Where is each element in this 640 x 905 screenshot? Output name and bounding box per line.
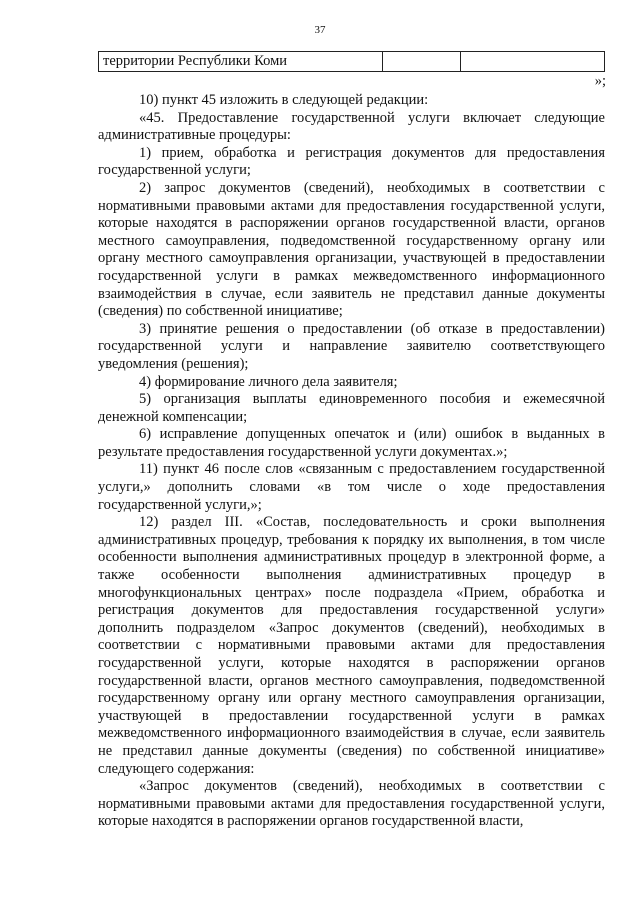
paragraph-item-10: 10) пункт 45 изложить в следующей редакции:: [139, 92, 429, 108]
table-row: [99, 52, 605, 72]
table-cell-empty-2: [461, 52, 605, 72]
paragraph-procedure-5: 5) организация выплаты единовременного пособия и ежемесячной денежной компенсации;: [98, 391, 605, 425]
paragraph-procedure-6: 6) исправление допущенных опечаток и (или) ошибок в выданных в результате предоставления государственной услуги документах.»;: [98, 426, 605, 460]
paragraph-procedure-4: 4) формирование личного дела заявителя;: [139, 373, 398, 390]
paragraph-procedure-3: 3) принятие решения о предоставлении (об отказе в предоставлении) государственной услуги и направление заявителю соответствующего уведомления (решения);: [98, 320, 605, 372]
closing-quote: »;: [594, 73, 606, 89]
document-body: [98, 92, 605, 831]
paragraph-new-subsection: «Запрос документов (сведений), необходимых в соответствии с нормативными правовыми актами для предоставления государственной услуги, которые находятся в распоряжении органов государственной власти,: [98, 778, 605, 830]
table-cell-empty-1: [382, 52, 461, 72]
continued-table: [98, 51, 605, 72]
paragraph-procedure-2: 2) запрос документов (сведений), необходимых в соответствии с нормативными правовыми актами для предоставления государственной услуги, которые находятся в распоряжении органов государственной власти, органов местного самоуправления, подведомственной государственному органу или органу местного самоуправления организации, участвующей в предоставлении государственной услуги в рамках межведомственного информационного взаимодействия в случае, если заявитель не представил данные документы (сведения) по собственной инициативе;: [98, 179, 605, 320]
paragraph-item-11: 11) пункт 46 после слов «связанным с предоставлением государственной услуги,» дополнить словами «в том числе о ходе предоставления государственной услуги,»;: [98, 461, 605, 513]
paragraph-clause-45: «45. Предоставление государственной услуги включает следующие административные процедуры:: [98, 109, 605, 144]
paragraph-procedure-1: 1) прием, обработка и регистрация документов для предоставления государственной услуги;: [98, 144, 605, 179]
paragraph-item-12: 12) раздел III. «Состав, последовательность и сроки выполнения административных процедур, требования к порядку их выполнения, в том числе особенности выполнения административных процедур в электронной форме, а также особенности выполнения административных процедур в многофункциональных центрах» после подраздела «Прием, обработка и регистрация документов для предоставления государственной услуги» дополнить подразделом «Запрос документов (сведений), необходимых в соответствии с нормативными правовыми актами для предоставления государственной услуги, которые находятся в распоряжении органов государственной власти, органов местного самоуправления, подведомственной государственному органу или органу местного самоуправления организации, участвующей в предоставлении государственной услуги в рамках межведомственного информационного взаимодействия в случае, если заявитель не представил данные документы (сведения) по собственной инициативе» следующего содержания:: [98, 514, 605, 777]
page-number: 37: [314, 24, 326, 36]
table-cell-territory: территории Республики Коми: [99, 52, 383, 72]
